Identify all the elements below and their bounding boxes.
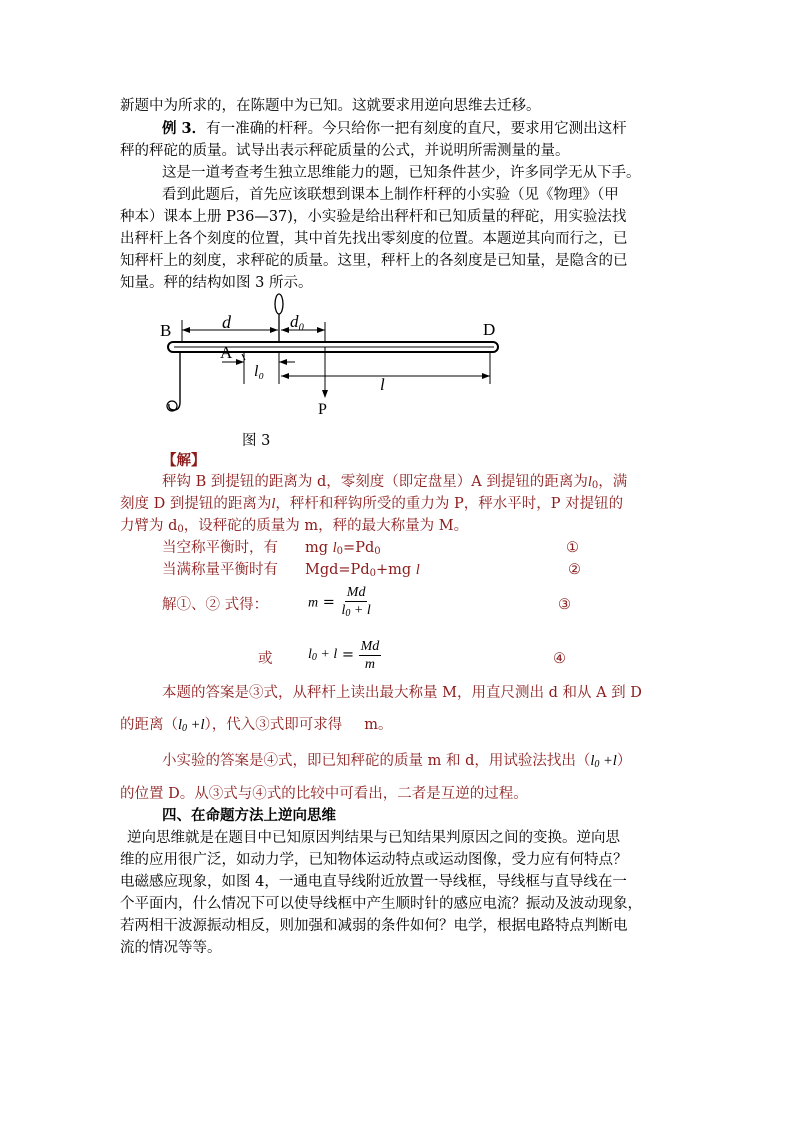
section-4-line-3: 电磁感应现象，如图 4，一通电直导线附近放置一导线框，导线框与直导线在一 [120, 874, 627, 890]
l-arrow-left [281, 373, 289, 379]
answer-2-line-2: 的位置 D。从③式与④式的比较中可看出，二者是互逆的过程。 [120, 786, 528, 802]
solution-p1-text-c-pre: 力臂为 d [120, 518, 178, 534]
answer-1b-end: m。 [364, 717, 393, 733]
answer-1-line-1 [162, 682, 642, 704]
label-A: A [220, 343, 233, 362]
equation-2-label: 当满称量平衡时有 [162, 562, 278, 578]
label-D: D [483, 320, 496, 339]
section-4-line-4: 个平面内，什么情况下可以使导线框中产生顺时针的感应电流？振动及波动现象， [120, 896, 642, 912]
answer-2-mark: ④式 [263, 753, 293, 769]
solution-p1-text-b-pre: 刻度 D 到提钮的距离为 [120, 496, 272, 512]
equation-1: mg $l_0=Pd_0$ [305, 540, 381, 557]
example-line-1 [162, 118, 627, 140]
solution-p1-line-2: 刻度 D 到提钮的距离为l，秤杆和秤钩所受的重力为 P，秤水平时，P 对提钮的 [120, 496, 624, 512]
d0-arrow-left [281, 327, 289, 333]
solution-p1-text-b-post: ，秤杆和秤钩所受的重力为 P，秤水平时，P 对提钮的 [275, 496, 624, 512]
steelyard-figure [160, 290, 505, 420]
label-b: B [160, 321, 172, 340]
solution-p1-line-1: 秤钩 B 到提钮的距离为 d，零刻度（即定盘星）A 到提钮的距离为$l_0$，满 [162, 474, 628, 491]
answer-2-end: ） [616, 753, 632, 769]
para3-line-2: 种本）课本上册 P36—37)，小实验是给出秤杆和已知质量的秤砣，用实验法找 [120, 209, 627, 225]
solution-p1-text-a: 秤钩 B 到提钮的距离为 d，零刻度（即定盘星）A 到提钮的距离为 [162, 474, 588, 490]
p-force-arrow [322, 390, 328, 398]
answer-1b-pre: 的距离（ [120, 717, 178, 733]
d-arrow-right [270, 327, 278, 333]
solution-p1-text-c-post: ，设秤砣的质量为 m，秤的最大称量为 M。 [183, 518, 469, 534]
solution-p1-line-3: 力臂为 $d_0$，设秤砣的质量为 m，秤的最大称量为 M。 [120, 518, 469, 535]
example-line-2: 秤的秤砣的质量。试导出表示秤砣质量的公式，并说明所需测量的量。 [120, 143, 570, 159]
section-4-line-2: 维的应用很广泛，如动力学，已知物体运动特点或运动图像，受力应有何特点？ [120, 852, 628, 868]
equation-4-label: 或 [258, 651, 273, 667]
d0-arrow-right [317, 327, 325, 333]
equation-1-number: ① [566, 540, 579, 556]
l0-arrow-right [279, 359, 287, 365]
answer-2-post: ，即已知秤砣的质量 m 和 d，用试验法找出（ [292, 753, 591, 769]
para3-line-3: 出秤杆上各个刻度的位置，其中首先找出零刻度的位置。本题逆其向而行之，已 [120, 231, 628, 247]
answer-1-line-2: 的距离$(l_0 +l)$，代入③式即可求得 m。 [120, 717, 393, 734]
section-4-line-1: 逆向思维就是在题目中已知原因判结果与已知结果判原因之间的变换。逆向思 [127, 830, 620, 846]
example-text-1: 有一准确的杆秤。今只给你一把有刻度的直尺，要求用它测出这杆 [206, 121, 627, 137]
para2: 这是一道考查考生独立思维能力的题，已知条件甚少，许多同学无从下手。 [162, 165, 641, 181]
solution-heading: 【解】 [162, 452, 206, 469]
solution-p1-text-a-end: ，满 [598, 474, 628, 490]
answer-2-line-1: 小实验的答案是④式，即已知秤砣的质量 m 和 d，用试验法找出$(l_0 +l)$ [162, 753, 632, 770]
section-4-heading: 四、在命题方法上逆向思维 [162, 807, 336, 824]
answer-1b-post: ），代入③式即可求得 [204, 717, 343, 733]
equation-1-label: 当空称平衡时，有 [162, 540, 278, 556]
equation-2: $Mgd=Pd_0+mg$ l [305, 562, 420, 579]
equation-4: $l_0 + l$ = $\frac{Md}{m}$ [308, 639, 380, 672]
equation-4-number: ④ [553, 651, 566, 667]
label-P: P [318, 401, 327, 418]
d-arrow-left [182, 327, 190, 333]
para3-line-5: 知量。秤的结构如图 3 所示。 [120, 275, 313, 291]
label-d0: d₀ [290, 312, 305, 331]
section-4-line-6: 流的情况等等。 [120, 940, 222, 956]
equation-3: m = $\frac{Md}{l_0 + l}$ [308, 585, 371, 619]
answer-1-post: ，从秤杆上读出最大称量 M，用直尺测出 d 和从 A 到 D [278, 685, 642, 701]
answer-2-pre: 小实验的答案是 [162, 753, 264, 769]
para3-line-1: 看到此题后，首先应该联想到课本上制作杆秤的小实验（见《物理》（甲 [162, 187, 619, 203]
equation-3-label: 解①、② 式得： [162, 597, 269, 613]
intro-line: 新题中为所求的，在陈题中为已知。这就要求用逆向思维去迁移。 [120, 98, 541, 114]
l-arrow-right [482, 373, 490, 379]
answer-1-mark: ③式 [249, 685, 278, 701]
l0-arrow-left [236, 359, 244, 365]
lifting-button-icon [275, 294, 283, 314]
example-label: 例 3． [162, 120, 207, 137]
label-l0: l₀ [254, 363, 265, 380]
section-4-line-5: 若两相干波源振动相反，则加强和减弱的条件如何？电学，根据电路特点判断电 [120, 918, 628, 934]
figure-caption: 图 3 [242, 433, 271, 449]
para3-line-4: 知秤杆上的刻度，求秤砣的质量。这里，秤杆上的各刻度是已知量，是隐含的已 [120, 253, 628, 269]
equation-3-number: ③ [558, 597, 571, 613]
label-l: l [380, 375, 385, 394]
equation-2-number: ② [568, 562, 581, 578]
label-d: d [222, 312, 231, 332]
answer-1-pre: 本题的答案是 [162, 685, 249, 701]
